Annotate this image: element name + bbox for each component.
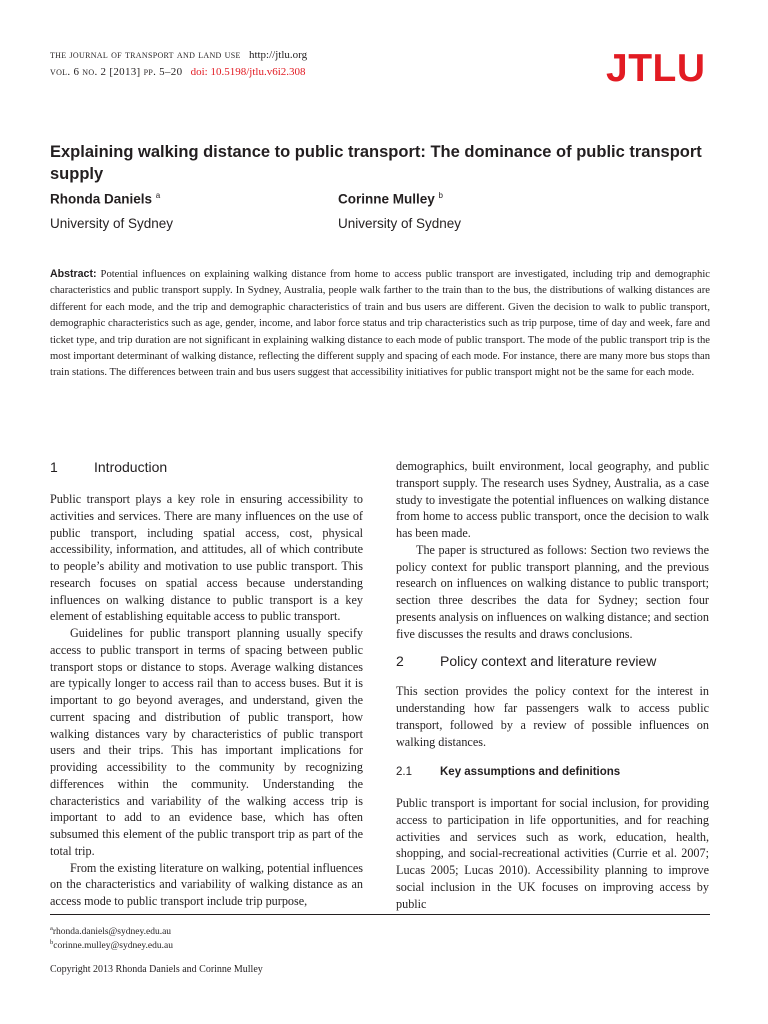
copyright-notice: Copyright 2013 Rhonda Daniels and Corinne Mulley bbox=[50, 964, 263, 975]
volume-info: vol. 6 no. 2 [2013] pp. 5–20 bbox=[50, 66, 183, 78]
section-2-1-heading bbox=[396, 764, 709, 781]
author-2-affiliation: University of Sydney bbox=[338, 215, 462, 231]
paragraph: Public transport is important for social inclusion, for providing access to participation in life opportunities, and for reaching activities and services such as work, education, health, shopping, and social-recreational activities (Currie et al. 2007; Lucas 2005; Lucas 2010). Accessibility planning to improve social inclusion in the UK focuses on improving access by public bbox=[396, 796, 709, 911]
jtlu-logo: JTLU bbox=[606, 47, 706, 90]
section-1-title: Introduction bbox=[94, 458, 168, 475]
paragraph: The paper is structured as follows: Section two reviews the policy context for public transport planning, and the previous research on influences on walking distance to public transport; section three describes the data for Sydney; section four presents analysis on influences on walking distance; and section five discusses the results and draws conclusions. bbox=[396, 542, 709, 641]
footnote-a-email[interactable]: rhonda.daniels@sydney.edu.au bbox=[52, 927, 172, 938]
footnote-b-email[interactable]: corinne.mulley@sydney.edu.au bbox=[53, 941, 173, 952]
paragraph: This section provides the policy context for the interest in understanding how far passengers walk to access public transport, followed by a review of possible influences on walking distances. bbox=[396, 684, 709, 749]
author-2-mark: b bbox=[438, 191, 443, 200]
paragraph: From the existing literature on walking, potential influences on the characteristics and variability of walking distance as an access mode to public transport include trip purpose, bbox=[50, 860, 363, 908]
abstract bbox=[50, 266, 710, 382]
article-title: Explaining walking distance to public transport: The dominance of public transport supply bbox=[50, 143, 702, 183]
section-2-title: Policy context and literature review bbox=[440, 652, 657, 669]
author-1-mark: a bbox=[155, 191, 161, 200]
section-1-heading bbox=[50, 457, 363, 477]
section-2-heading bbox=[396, 651, 709, 671]
footnote-b-mark: b bbox=[50, 939, 54, 946]
section-2-1-number: 2.1 bbox=[396, 766, 412, 779]
abstract-text: Potential influences on explaining walking distance from home to access public transport are investigated, including trip and demographic characteristics and public transport supply. In Sydney, Australia, people walk farther to the train than to the bus, the distributions of walking distances are different for each mode, and the trip and demographic characteristics of train and bus users are different. Given the decision to walk to public transport, demographic characteristics such as age, gender, income, and labor force status and trip characteristics such as trip purpose, time of day and week, fare and ticket type, and trip duration are not significant in explaining walking distance to each mode of public transport. The mode of the public transport trip is the most important determinant of walking distance, reflecting the different supply and spacing of each mode. For instance, there are many more bus stops than train stations. The differences between train and bus users suggest that accessibility initiatives for public transport might not be the same for each mode. bbox=[50, 269, 710, 379]
section-2-number: 2 bbox=[396, 652, 404, 669]
left-column bbox=[50, 457, 363, 910]
journal-header bbox=[50, 47, 307, 63]
right-column bbox=[396, 458, 709, 912]
footnote-a-mark: a bbox=[50, 925, 53, 932]
section-1-number: 1 bbox=[50, 458, 58, 475]
paragraph: Public transport plays a key role in ensuring accessibility to activities and services. There are many influences on the use of public transport, including spatial access, cost, physical accessibility, information, and attitudes, all of which contribute to people’s ability and motivation to use public transport. This research focuses on spatial access because understanding influences on walking distance to public transport is a key element of establishing equitable access to public transport. bbox=[50, 492, 363, 624]
paragraph: demographics, built environment, local geography, and public transport supply. The research uses Sydney, Australia, as a case study to investigate the potential influences on walking distance from home to access public transport, once the decision to walk has been made. bbox=[396, 459, 709, 540]
section-2-1-title: Key assumptions and definitions bbox=[440, 766, 621, 779]
paragraph: Guidelines for public transport planning usually specify access to public transport in terms of spacing between public transport stops or distance to stops. Average walking distances are typically longer to access rail than to access buses. But it is important to go beyond averages, and understand, given the current spacing and distribution of public transport, how walking distances vary by characteristics of public transport users and their trips. This has important implications for providing accessibility to the community by recognizing differences within the community. Understanding the characteristics and variability of the walking access trip is important to add to an evidence base, which has often subsumed this element of the public transport trip as part of the total trip. bbox=[50, 626, 363, 858]
author-1-affiliation: University of Sydney bbox=[50, 215, 174, 231]
footnote-b bbox=[50, 936, 173, 953]
doi-link[interactable]: doi: 10.5198/jtlu.v6i2.308 bbox=[190, 66, 306, 78]
author-1 bbox=[50, 184, 173, 236]
abstract-label: Abstract: bbox=[50, 268, 97, 280]
author-1-name: Rhonda Daniels bbox=[50, 191, 153, 207]
journal-url[interactable]: http://jtlu.org bbox=[248, 49, 308, 61]
author-2-name: Corinne Mulley bbox=[338, 191, 435, 207]
journal-name: the journal of transport and land use bbox=[50, 49, 241, 61]
author-2 bbox=[338, 184, 461, 236]
footnote-rule bbox=[50, 914, 710, 915]
issue-line bbox=[50, 64, 306, 80]
